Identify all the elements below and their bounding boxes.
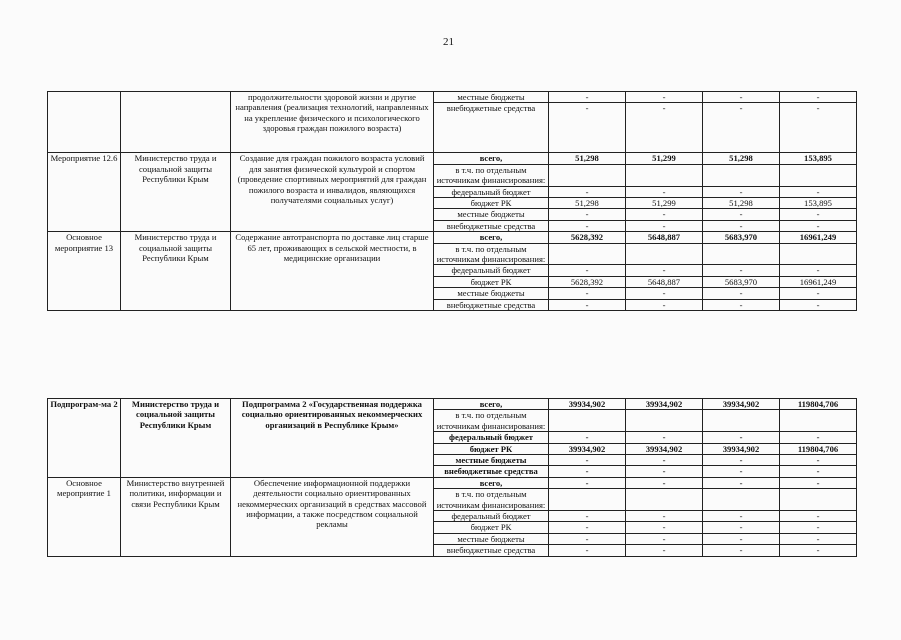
funding-source-cell: внебюджетные средства (434, 545, 549, 556)
funding-source-cell: всего, (434, 399, 549, 410)
value-cell: - (703, 103, 780, 153)
value-cell: 153,895 (780, 198, 857, 209)
value-cell: 39934,902 (626, 399, 703, 410)
value-cell: 39934,902 (549, 399, 626, 410)
page-number: 21 (443, 36, 454, 48)
value-cell: - (626, 545, 703, 556)
value-cell: - (703, 432, 780, 443)
funding-source-cell: внебюджетные средства (434, 466, 549, 477)
funding-table-1 (47, 91, 857, 311)
value-cell (703, 410, 780, 432)
funding-source-cell: федеральный бюджет (434, 186, 549, 197)
value-cell: - (780, 533, 857, 544)
value-cell: - (549, 545, 626, 556)
measure-code-cell: Основное мероприятие 1 (48, 477, 121, 556)
value-cell (703, 243, 780, 265)
measure-code-cell (48, 92, 121, 153)
funding-source-cell: федеральный бюджет (434, 265, 549, 276)
value-cell: - (703, 186, 780, 197)
funding-source-cell: всего, (434, 232, 549, 243)
value-cell: - (549, 103, 626, 153)
table-row (48, 232, 857, 243)
funding-source-cell: местные бюджеты (434, 455, 549, 466)
value-cell: 51,298 (549, 153, 626, 164)
value-cell: - (703, 533, 780, 544)
value-cell: 5628,392 (549, 276, 626, 287)
value-cell: - (626, 477, 703, 488)
value-cell: - (549, 288, 626, 299)
value-cell: - (703, 545, 780, 556)
value-cell: - (626, 511, 703, 522)
value-cell: - (703, 477, 780, 488)
funding-source-cell: бюджет РК (434, 276, 549, 287)
value-cell: 5683,970 (703, 276, 780, 287)
value-cell: - (626, 186, 703, 197)
value-cell: - (626, 103, 703, 153)
value-cell: - (549, 522, 626, 533)
value-cell: - (549, 265, 626, 276)
value-cell: - (780, 511, 857, 522)
value-cell: - (780, 220, 857, 231)
funding-source-cell: федеральный бюджет (434, 511, 549, 522)
value-cell: - (780, 466, 857, 477)
value-cell: - (780, 432, 857, 443)
value-cell (626, 410, 703, 432)
measure-name-cell: Обеспечение информационной поддержки деятельности социально ориентированных некоммерческих организаций в средствах массовой информации, а также посредством социальной рекламы (231, 477, 434, 556)
measure-name-cell: Создание для граждан пожилого возраста условий для занятия физической культурой и спортом (проведение спортивных мероприятий для граждан пожилого возраста и инвалидов, являющихся получателями социальных услуг) (231, 153, 434, 232)
measure-name-cell: продолжительности здоровой жизни и другие направления (реализация технологий, направленных на укрепление физического и психологического здоровья граждан пожилого возраста) (231, 92, 434, 153)
value-cell: 16961,249 (780, 276, 857, 287)
value-cell: - (626, 92, 703, 103)
executor-cell: Министерство труда и социальной защиты Республики Крым (121, 153, 231, 232)
value-cell: - (780, 265, 857, 276)
funding-source-cell: местные бюджеты (434, 92, 549, 103)
value-cell: - (780, 209, 857, 220)
value-cell (626, 243, 703, 265)
value-cell: - (780, 477, 857, 488)
value-cell: - (626, 299, 703, 310)
funding-source-cell: всего, (434, 153, 549, 164)
value-cell: - (703, 209, 780, 220)
value-cell (780, 243, 857, 265)
value-cell: - (780, 299, 857, 310)
funding-source-cell: всего, (434, 477, 549, 488)
value-cell: - (780, 455, 857, 466)
measure-name-cell: Содержание автотранспорта по доставке лиц старше 65 лет, проживающих в сельской местности, в медицинские организации (231, 232, 434, 311)
measure-code-cell: Мероприятие 12.6 (48, 153, 121, 232)
value-cell (549, 489, 626, 511)
funding-source-cell: в т.ч. по отдельным источникам финансирования: (434, 164, 549, 186)
value-cell: 153,895 (780, 153, 857, 164)
value-cell: - (780, 545, 857, 556)
value-cell: 51,298 (549, 198, 626, 209)
value-cell: - (549, 186, 626, 197)
funding-source-cell: федеральный бюджет (434, 432, 549, 443)
value-cell: - (549, 455, 626, 466)
funding-source-cell: бюджет РК (434, 443, 549, 454)
funding-source-cell: внебюджетные средства (434, 299, 549, 310)
value-cell: - (703, 466, 780, 477)
table-row (48, 399, 857, 410)
value-cell: - (626, 432, 703, 443)
value-cell: - (549, 466, 626, 477)
value-cell: - (626, 455, 703, 466)
funding-source-cell: внебюджетные средства (434, 220, 549, 231)
value-cell: - (549, 299, 626, 310)
value-cell: 51,299 (626, 153, 703, 164)
funding-source-cell: в т.ч. по отдельным источникам финансирования: (434, 410, 549, 432)
executor-cell: Министерство труда и социальной защиты Республики Крым (121, 399, 231, 478)
value-cell (780, 164, 857, 186)
executor-cell (121, 92, 231, 153)
funding-source-cell: местные бюджеты (434, 209, 549, 220)
value-cell: - (626, 209, 703, 220)
value-cell: 119804,706 (780, 443, 857, 454)
value-cell: - (703, 288, 780, 299)
value-cell (549, 164, 626, 186)
value-cell: - (626, 466, 703, 477)
measure-code-cell: Подпрограм-ма 2 (48, 399, 121, 478)
value-cell: 51,298 (703, 198, 780, 209)
value-cell: 16961,249 (780, 232, 857, 243)
value-cell: - (626, 265, 703, 276)
value-cell: 5648,887 (626, 276, 703, 287)
funding-source-cell: в т.ч. по отдельным источникам финансирования: (434, 489, 549, 511)
value-cell (780, 489, 857, 511)
value-cell: - (780, 103, 857, 153)
value-cell: - (549, 220, 626, 231)
value-cell (703, 164, 780, 186)
funding-source-cell: бюджет РК (434, 198, 549, 209)
value-cell: - (549, 533, 626, 544)
value-cell: - (626, 220, 703, 231)
funding-source-cell: местные бюджеты (434, 533, 549, 544)
value-cell: - (626, 522, 703, 533)
value-cell (626, 489, 703, 511)
value-cell: 5648,887 (626, 232, 703, 243)
value-cell (780, 410, 857, 432)
measure-code-cell: Основное мероприятие 13 (48, 232, 121, 311)
value-cell: - (703, 220, 780, 231)
funding-source-cell: внебюджетные средства (434, 103, 549, 153)
value-cell: - (549, 432, 626, 443)
value-cell: - (549, 209, 626, 220)
value-cell: 39934,902 (703, 443, 780, 454)
executor-cell: Министерство труда и социальной защиты Республики Крым (121, 232, 231, 311)
value-cell: 39934,902 (703, 399, 780, 410)
value-cell (626, 164, 703, 186)
value-cell: 5683,970 (703, 232, 780, 243)
value-cell: 119804,706 (780, 399, 857, 410)
value-cell: - (780, 288, 857, 299)
value-cell (703, 489, 780, 511)
value-cell: - (780, 92, 857, 103)
value-cell: 39934,902 (626, 443, 703, 454)
table-row (48, 92, 857, 103)
table-row (48, 477, 857, 488)
value-cell: - (549, 477, 626, 488)
funding-source-cell: бюджет РК (434, 522, 549, 533)
value-cell: - (703, 265, 780, 276)
value-cell: - (626, 288, 703, 299)
value-cell: - (703, 455, 780, 466)
value-cell: 39934,902 (549, 443, 626, 454)
value-cell: 5628,392 (549, 232, 626, 243)
measure-name-cell: Подпрограмма 2 «Государственная поддержка социально ориентированных некоммерческих организаций в Республике Крым» (231, 399, 434, 478)
value-cell: 51,299 (626, 198, 703, 209)
value-cell: - (549, 511, 626, 522)
value-cell: - (626, 533, 703, 544)
value-cell: 51,298 (703, 153, 780, 164)
value-cell: - (703, 511, 780, 522)
value-cell: - (780, 522, 857, 533)
executor-cell: Министерство внутренней политики, информации и связи Республики Крым (121, 477, 231, 556)
value-cell: - (780, 186, 857, 197)
value-cell: - (549, 92, 626, 103)
funding-table-2 (47, 398, 857, 557)
table-row (48, 153, 857, 164)
value-cell: - (703, 92, 780, 103)
value-cell: - (703, 299, 780, 310)
value-cell: - (703, 522, 780, 533)
value-cell (549, 243, 626, 265)
value-cell (549, 410, 626, 432)
funding-source-cell: в т.ч. по отдельным источникам финансирования: (434, 243, 549, 265)
funding-source-cell: местные бюджеты (434, 288, 549, 299)
